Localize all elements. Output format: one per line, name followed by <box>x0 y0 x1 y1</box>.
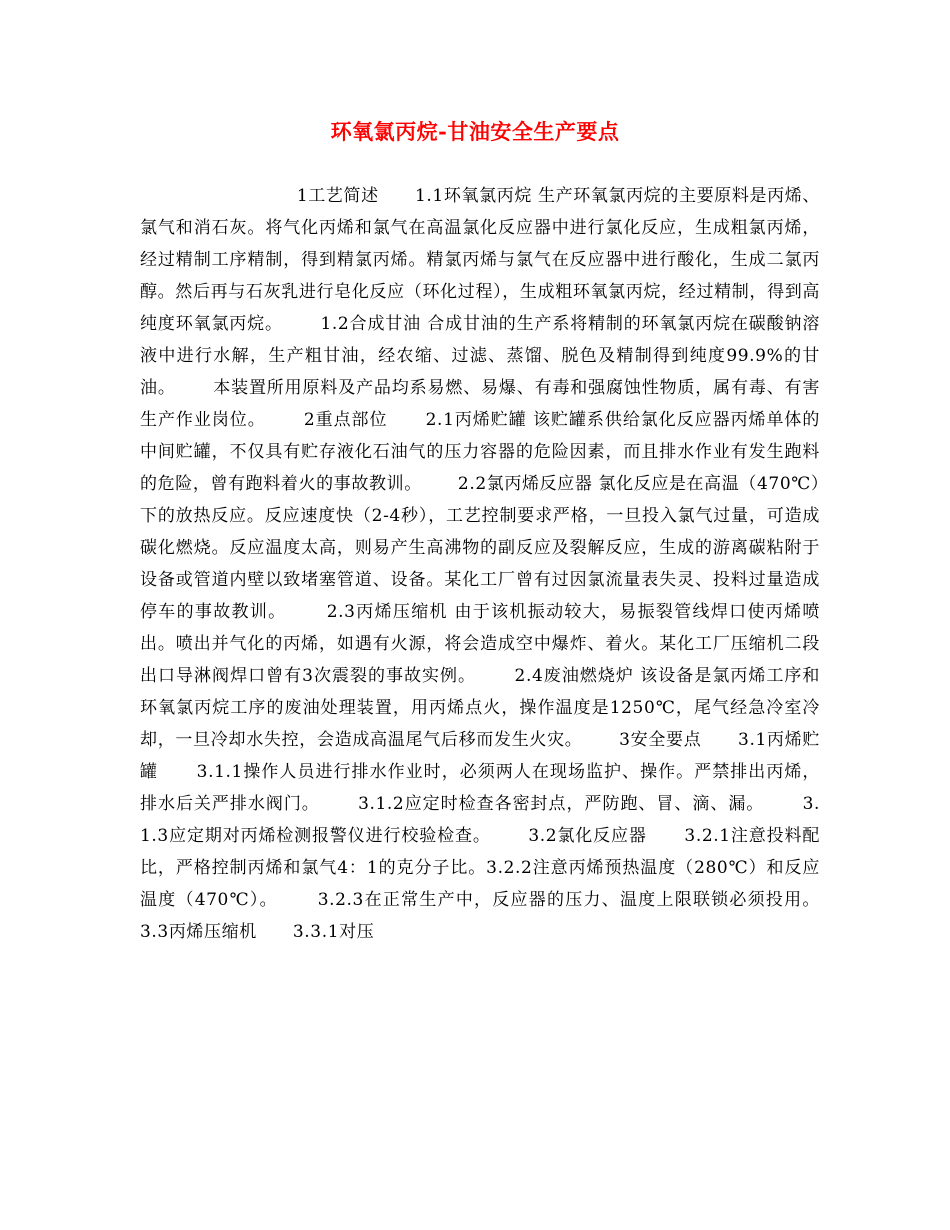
document-body: 1工艺简述 1.1环氧氯丙烷 生产环氧氯丙烷的主要原料是丙烯、氯气和消石灰。将气化丙烯和氯气在高温氯化反应器中进行氯化反应，生成粗氯丙烯，经过精制工序精制，得到精氯丙烯。精氯丙烯与氯气在反应器中进行酸化，生成二氯丙醇。然后再与石灰乳进行皂化反应（环化过程），生成粗环氧氯丙烷，经过精制，得到高纯度环氧氯丙烷。 1.2合成甘油 合成甘油的生产系将精制的环氧氯丙烷在碳酸钠溶液中进行水解，生产粗甘油，经农缩、过滤、蒸馏、脱色及精制得到纯度99.9%的甘油。 本装置所用原料及产品均系易燃、易爆、有毒和强腐蚀性物质，属有毒、有害生产作业岗位。 2重点部位 2.1丙烯贮罐 该贮罐系供给氯化反应器丙烯单体的中间贮罐，不仅具有贮存液化石油气的压力容器的危险因素，而且排水作业有发生跑料的危险，曾有跑料着火的事故教训。 2.2氯丙烯反应器 氯化反应是在高温（470℃）下的放热反应。反应速度快（2-4秒），工艺控制要求严格，一旦投入氯气过量，可造成碳化燃烧。反应温度太高，则易产生高沸物的副反应及裂解反应，生成的游离碳粘附于设备或管道内壁以致堵塞管道、设备。某化工厂曾有过因氯流量表失灵、投料过量造成停车的事故教训。 2.3丙烯压缩机 由于该机振动较大，易振裂管线焊口使丙烯喷出。喷出并气化的丙烯，如遇有火源，将会造成空中爆炸、着火。某化工厂压缩机二段出口导淋阀焊口曾有3次震裂的事故实例。 2.4废油燃烧炉 该设备是氯丙烯工序和环氧氯丙烷工序的废油处理装置，用丙烯点火，操作温度是1250℃，尾气经急冷室冷却，一旦冷却水失控，会造成高温尾气后移而发生火灾。 3安全要点 3.1丙烯贮罐 3.1.1操作人员进行排水作业时，必须两人在现场监护、操作。严禁排出丙烯，排水后关严排水阀门。 3.1.2应定时检查各密封点，严防跑、冒、滴、漏。 3.1.3应定期对丙烯检测报警仪进行校验检查。 3.2氯化反应器 3.2.1注意投料配比，严格控制丙烯和氯气4：1的克分子比。3.2.2注意丙烯预热温度（280℃）和反应温度（470℃）。 3.2.3在正常生产中，反应器的压力、温度上限联锁必须投用。 3.3丙烯压缩机 3.3.1对压 <box>140 186 857 942</box>
document-title: 环氧氯丙烷-甘油安全生产要点 <box>330 119 620 144</box>
